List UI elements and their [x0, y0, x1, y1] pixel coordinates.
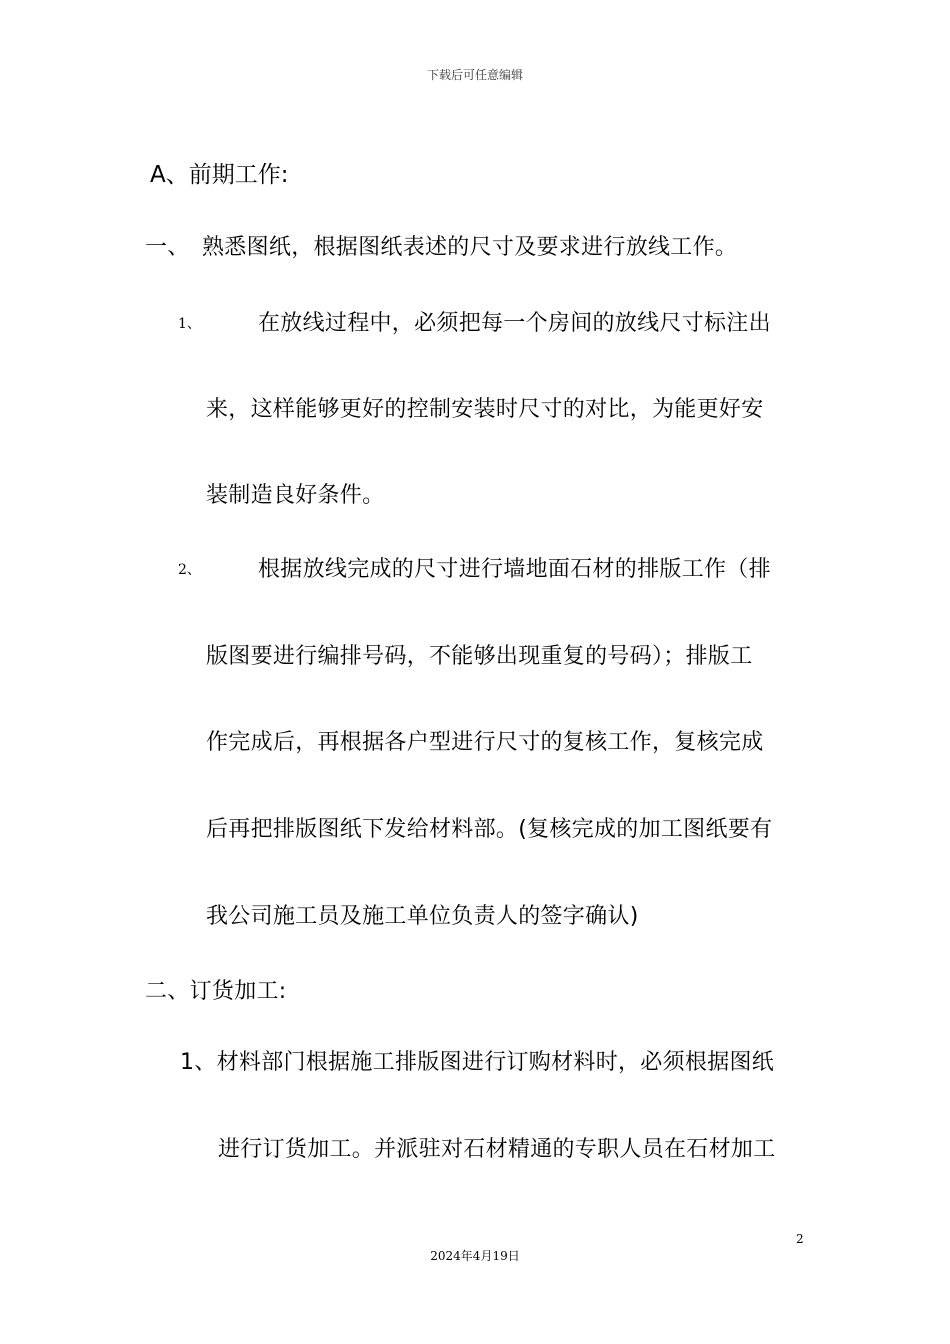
page-number: 2 — [796, 1232, 804, 1246]
item-1-line-3: 装制造良好条件。 — [206, 483, 385, 508]
section-one-text: 熟悉图纸，根据图纸表述的尺寸及要求进行放线工作。 — [202, 235, 738, 260]
item-2-line-4: 后再把排版图纸下发给材料部。(复核完成的加工图纸要有 — [206, 817, 773, 842]
item-2-line-1: 根据放线完成的尺寸进行墙地面石材的排版工作（排 — [258, 557, 771, 582]
order-item-1-line-1: 1、材料部门根据施工排版图进行订购材料时，必须根据图纸 — [180, 1050, 775, 1075]
section-two-title: 二、订货加工: — [145, 979, 287, 1004]
footer-date: 2024年4月19日 — [430, 1249, 520, 1263]
item-2-number: 2、 — [178, 562, 201, 578]
section-one-marker: 一、 — [145, 235, 190, 260]
item-1-line-1: 在放线过程中，必须把每一个房间的放线尺寸标注出 — [258, 311, 771, 336]
item-2-line-3: 作完成后，再根据各户型进行尺寸的复核工作，复核完成 — [206, 730, 764, 755]
page-header: 下载后可任意编辑 — [426, 68, 523, 82]
order-item-1-line-2: 进行订货加工。并派驻对石材精通的专职人员在石材加工 — [218, 1137, 776, 1162]
item-1-line-2: 来，这样能够更好的控制安装时尺寸的对比，为能更好安 — [206, 397, 764, 422]
item-2-line-5: 我公司施工员及施工单位负责人的签字确认) — [206, 904, 639, 929]
item-2-line-2: 版图要进行编排号码，不能够出现重复的号码）；排版工 — [206, 644, 753, 669]
section-a-title: A、前期工作: — [150, 162, 289, 188]
item-1-number: 1、 — [178, 316, 201, 332]
